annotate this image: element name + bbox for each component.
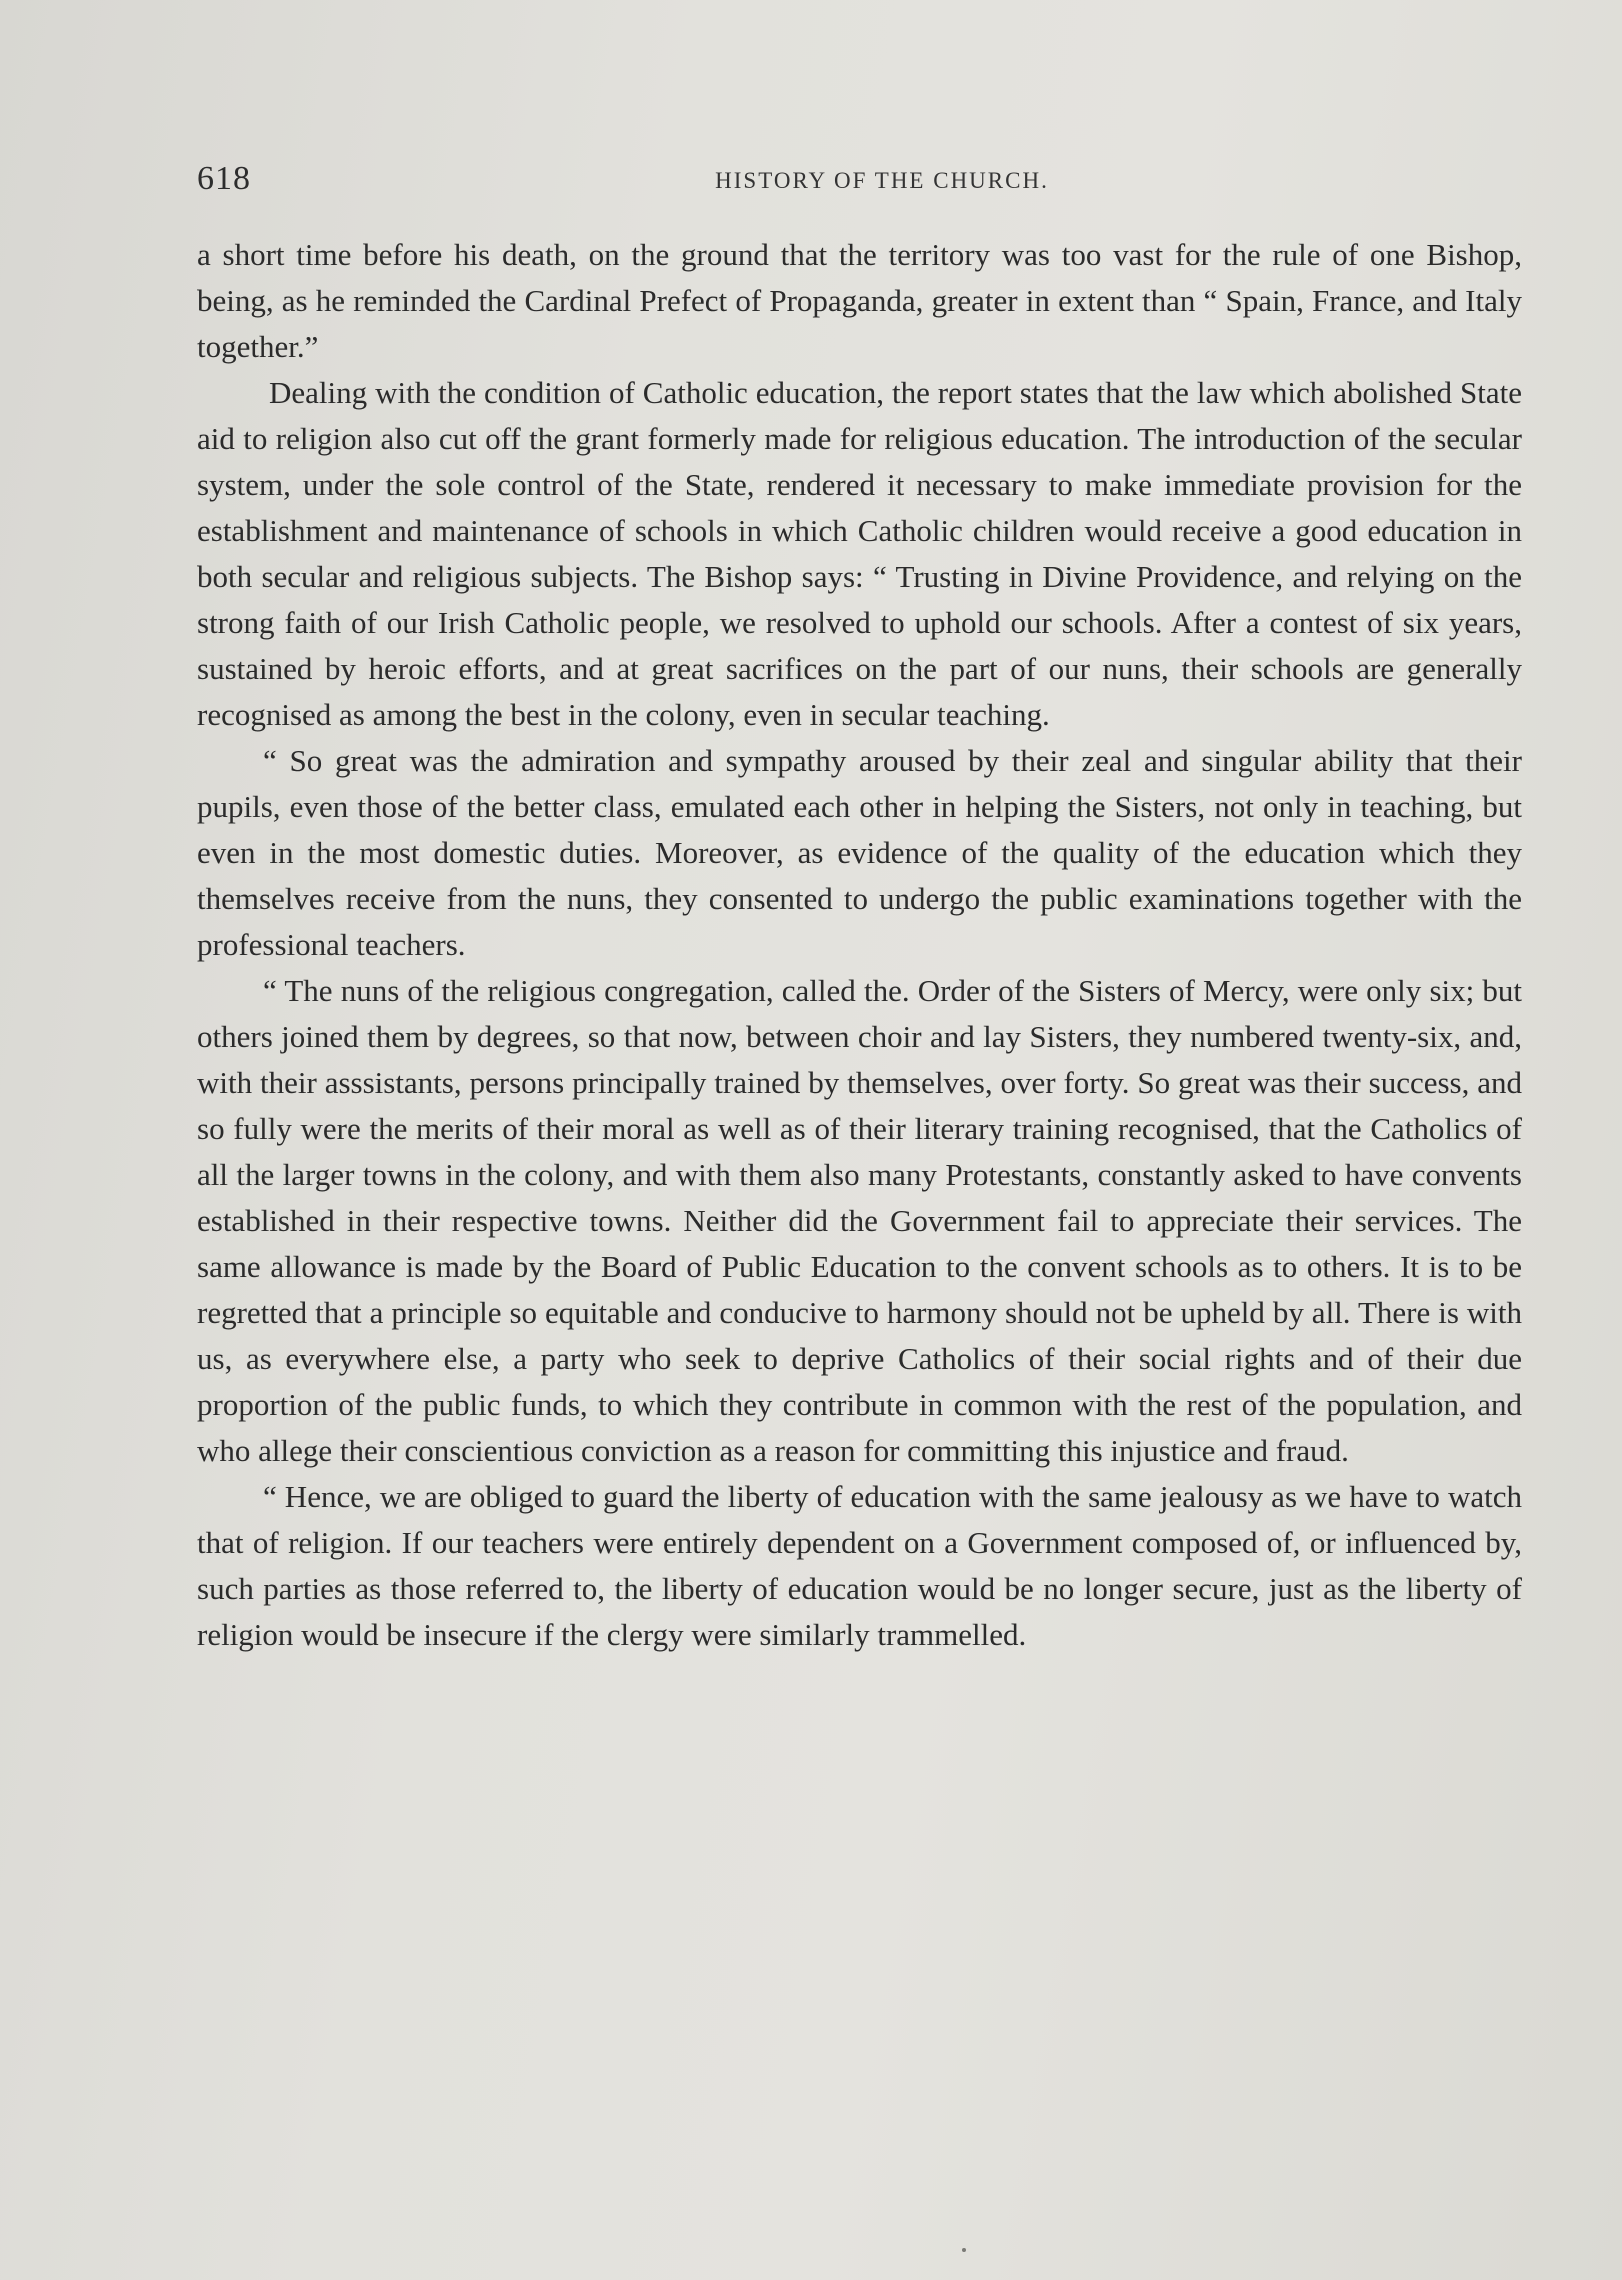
running-head bbox=[197, 160, 1527, 204]
paragraph-continuation: a short time before his death, on the ground that the territory was too vast for the rule of one Bishop, being, as he reminded the Cardinal Prefect of Propaganda, greater in extent than “ Spain, France, and Italy together.” bbox=[197, 237, 1522, 364]
running-title: HISTORY OF THE CHURCH. bbox=[715, 168, 1049, 193]
paragraph-sisters-of-mercy: “ The nuns of the religious congregation, called the. Order of the Sisters of Mercy, were only six; but others joined them by degrees, so that now, between choir and lay Sisters, they numbered twenty-six, and, with their asssistants, persons principally trained by themselves, over forty. So great was their success, and so fully were the merits of their moral as well as of their literary training recognised, that the Catholics of all the larger towns in the colony, and with them also many Protestants, constantly asked to have convents established in their respective towns. Neither did the Government fail to appreciate their services. The same allowance is made by the Board of Public Education to the convent schools as to others. It is to be regretted that a principle so equitable and conducive to harmony should not be upheld by all. There is with us, as everywhere else, a party who seek to deprive Catholics of their social rights and of their due proportion of the public funds, to which they contribute in common with the rest of the population, and who allege their conscientious conviction as a reason for committing this injustice and fraud. bbox=[197, 973, 1522, 1468]
paragraph-education-report: Dealing with the condition of Catholic education, the report states that the law which abolished State aid to religion also cut off the grant formerly made for religious education. The introduction of the secular system, under the sole control of the State, rendered it necessary to make immediate provision for the establishment and maintenance of schools in which Catholic children would receive a good education in both secular and religious subjects. The Bishop says: “ Trusting in Divine Providence, and relying on the strong faith of our Irish Catholic people, we resolved to uphold our schools. After a contest of six years, sustained by heroic efforts, and at great sacrifices on the part of our nuns, their schools are generally recognised as among the best in the colony, even in secular teaching. bbox=[197, 375, 1522, 732]
paragraph-liberty-of-education: “ Hence, we are obliged to guard the liberty of education with the same jealousy as we have to watch that of religion. If our teachers were entirely dependent on a Government composed of, or influenced by, such parties as those referred to, the liberty of education would be no longer secure, just as the liberty of religion would be insecure if the clergy were similarly trammelled. bbox=[197, 1479, 1522, 1652]
paper-speck bbox=[962, 2248, 966, 2252]
paragraph-admiration: “ So great was the admiration and sympathy aroused by their zeal and singular ability that their pupils, even those of the better class, emulated each other in helping the Sisters, not only in teaching, but even in the most domestic duties. Moreover, as evidence of the quality of the education which they themselves receive from the nuns, they consented to undergo the public examinations together with the professional teachers. bbox=[197, 743, 1522, 962]
body-text bbox=[197, 232, 1522, 1658]
page-number: 618 bbox=[197, 160, 251, 197]
